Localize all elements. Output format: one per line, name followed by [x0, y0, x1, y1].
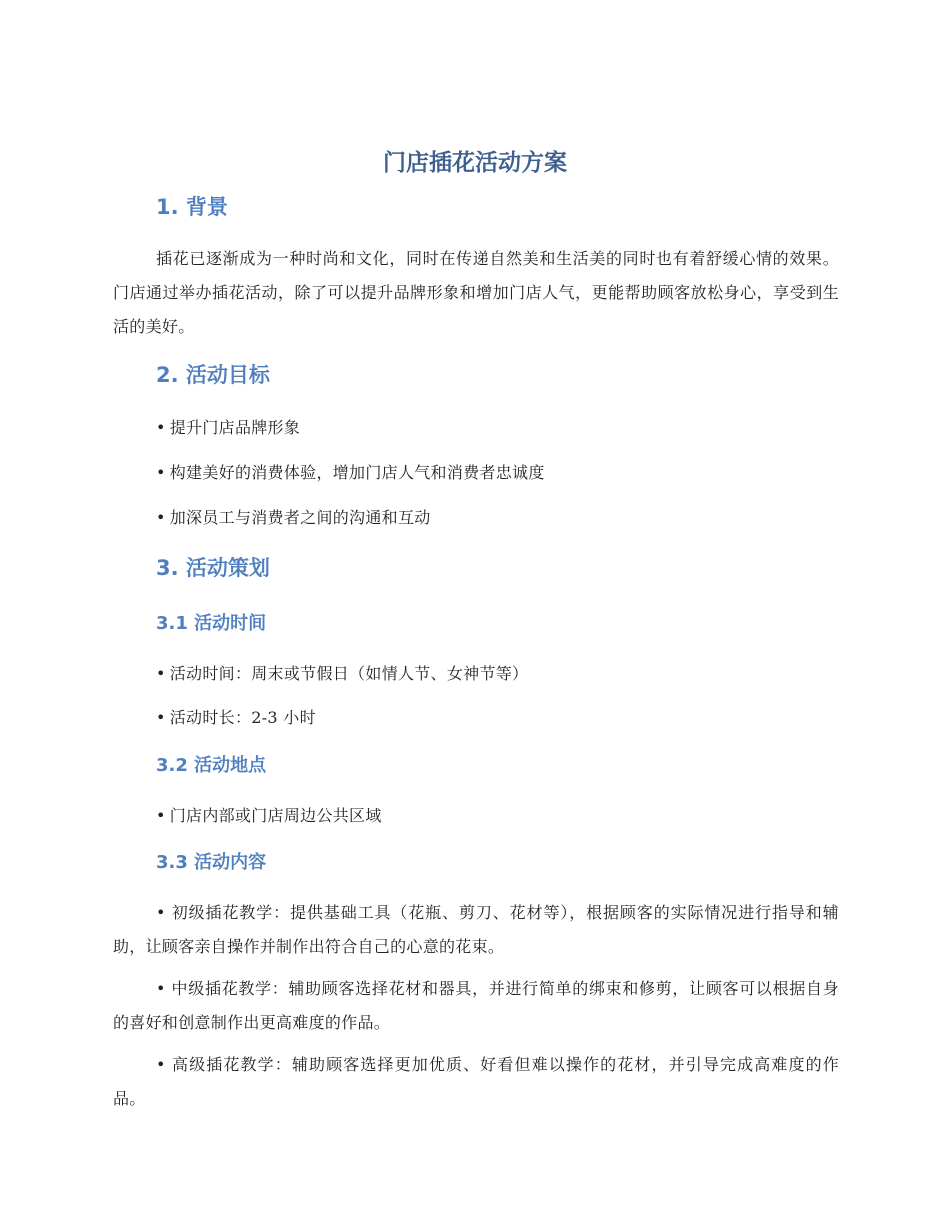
section-heading-planning: 3. 活动策划	[156, 556, 270, 580]
goal-item	[156, 460, 545, 486]
document-title: 门店插花活动方案	[383, 150, 567, 176]
bullet-marker: •	[156, 463, 166, 482]
time-item	[156, 661, 528, 687]
content-paragraph-text: 中级插花教学：辅助顾客选择花材和器具，并进行简单的绑束和修剪，让顾客可以根据自身的喜好和创意制作出更高难度的作品。	[113, 979, 839, 1032]
time-item-text: 活动时间：周末或节假日（如情人节、女神节等）	[169, 664, 529, 683]
bullet-marker: •	[156, 664, 166, 683]
content-paragraph-text: 初级插花教学：提供基础工具（花瓶、剪刀、花材等），根据顾客的实际情况进行指导和辅助，让顾客亲自操作并制作出符合自己的心意的花束。	[113, 903, 839, 956]
section-heading-background: 1. 背景	[156, 195, 228, 219]
subsection-heading-time: 3.1 活动时间	[156, 613, 267, 634]
time-item	[156, 705, 316, 731]
bullet-marker: •	[156, 903, 166, 922]
bullet-marker: •	[156, 508, 166, 527]
bullet-marker: •	[156, 1055, 166, 1074]
bullet-marker: •	[156, 418, 166, 437]
goal-item-text: 加深员工与消费者之间的沟通和互动	[169, 508, 431, 527]
goal-item-text: 构建美好的消费体验，增加门店人气和消费者忠诚度	[169, 463, 545, 482]
bullet-marker: •	[156, 806, 166, 825]
goal-item	[156, 505, 431, 531]
bullet-marker: •	[156, 979, 166, 998]
bullet-marker: •	[156, 708, 166, 727]
goal-item-text: 提升门店品牌形象	[169, 418, 301, 437]
subsection-heading-location: 3.2 活动地点	[156, 755, 267, 776]
location-item	[156, 803, 382, 829]
subsection-heading-content: 3.3 活动内容	[156, 852, 267, 873]
section-heading-goals: 2. 活动目标	[156, 363, 270, 387]
time-item-text: 活动时长：2-3 小时	[169, 708, 316, 727]
content-paragraph-text: 高级插花教学：辅助顾客选择更加优质、好看但难以操作的花材，并引导完成高难度的作品。	[113, 1055, 840, 1108]
content-paragraph	[113, 972, 839, 1040]
content-paragraph	[113, 1048, 839, 1116]
background-paragraph: 插花已逐渐成为一种时尚和文化，同时在传递自然美和生活美的同时也有着舒缓心情的效果。门店通过举办插花活动，除了可以提升品牌形象和增加门店人气，更能帮助顾客放松身心，享受到生活的美好。	[113, 249, 839, 336]
content-paragraph	[113, 896, 839, 964]
location-item-text: 门店内部或门店周边公共区域	[169, 806, 382, 825]
goal-item	[156, 415, 300, 441]
